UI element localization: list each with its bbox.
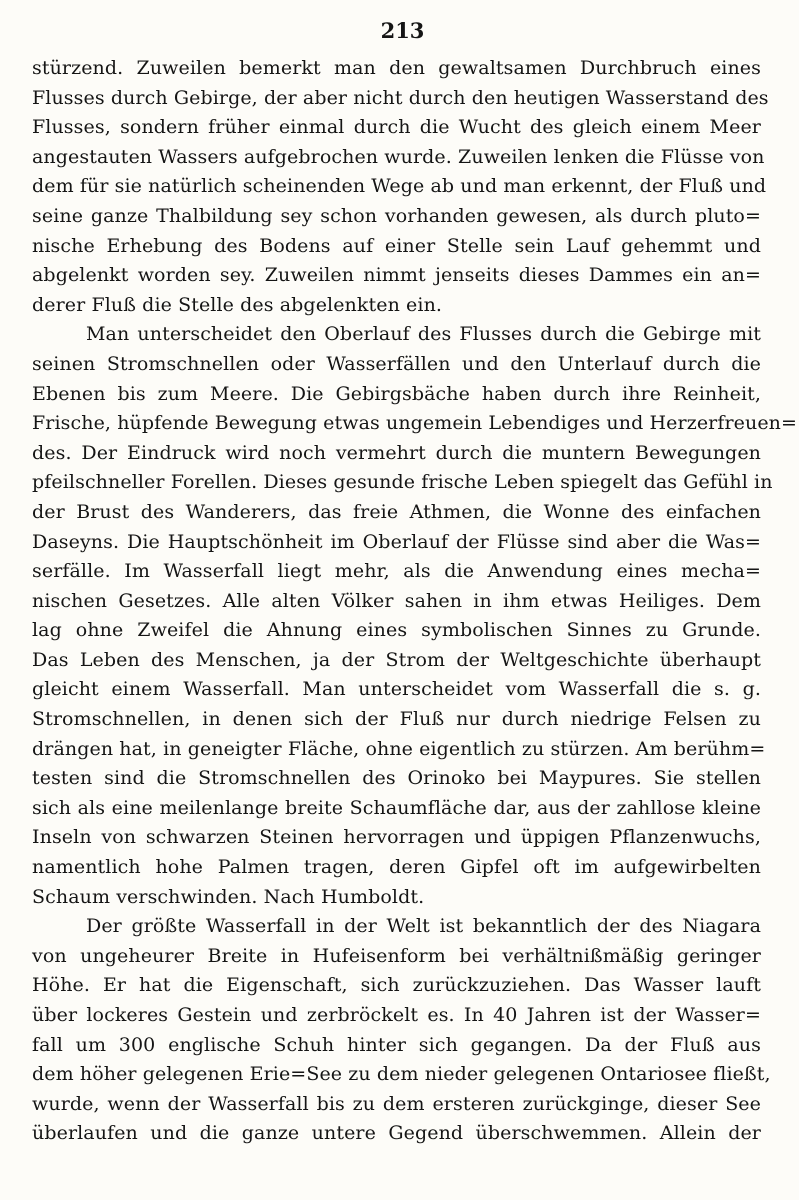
text-line: gleicht einem Wasserfall. Man unterscheidet vom Wasserfall die s. g. — [32, 678, 761, 701]
text-line: Man unterscheidet den Oberlauf des Flusses durch die Gebirge mit — [86, 323, 761, 346]
text-line: Ebenen bis zum Meere. Die Gebirgsbäche haben durch ihre Reinheit, — [32, 382, 761, 405]
paragraph-3 — [32, 912, 771, 1149]
text-line: über lockeres Gestein und zerbröckelt es. In 40 Jahren ist der Wasser= — [32, 1004, 761, 1026]
text-line: Flusses, sondern früher einmal durch die Wucht des gleich einem Meer — [32, 116, 761, 139]
text-line: Schaum verschwinden. Nach Humboldt. — [32, 885, 425, 908]
text-line: Daseyns. Die Hauptschönheit im Oberlauf der Flüsse sind aber die Was= — [32, 530, 761, 553]
text-line: testen sind die Stromschnellen des Orinoko bei Maypures. Sie stellen — [32, 767, 761, 790]
text-line: lag ohne Zweifel die Ahnung eines symbolischen Sinnes zu Grunde. — [32, 619, 761, 642]
text-line: Höhe. Er hat die Eigenschaft, sich zurückzuziehen. Das Wasser lauft — [32, 974, 761, 997]
text-line: fall um 300 englische Schuh hinter sich gegangen. Da der Fluß aus — [32, 1033, 761, 1056]
text-line: stürzend. Zuweilen bemerkt man den gewaltsamen Durchbruch eines — [32, 57, 761, 79]
text-line: Das Leben des Menschen, ja der Strom der Weltgeschichte überhaupt — [32, 648, 761, 671]
text-line: dem für sie natürlich scheinenden Wege ab und man erkennt, der Fluß und — [32, 175, 767, 198]
text-line: serfälle. Im Wasserfall liegt mehr, als die Anwendung eines mecha= — [32, 560, 761, 583]
text-line: Stromschnellen, in denen sich der Fluß nur durch niedrige Felsen zu — [32, 708, 761, 731]
text-line: seinen Stromschnellen oder Wasserfällen und den Unterlauf durch die — [32, 352, 761, 375]
text-line: drängen hat, in geneigter Fläche, ohne eigentlich zu stürzen. Am berühm= — [32, 737, 766, 760]
text-line: derer Fluß die Stelle des abgelenkten ein. — [32, 293, 443, 316]
paragraph-2 — [32, 320, 798, 912]
text-line: wurde, wenn der Wasserfall bis zu dem ersteren zurückginge, dieser See — [32, 1092, 761, 1115]
text-line: Der größte Wasserfall in der Welt ist bekanntlich der des Niagara — [86, 915, 761, 938]
text-line: der Brust des Wanderers, das freie Athmen, die Wonne des einfachen — [32, 500, 761, 523]
text-line: dem höher gelegenen Erie=See zu dem nieder gelegenen Ontariosee fließt, — [32, 1063, 771, 1086]
text-line: angestauten Wassers aufgebrochen wurde. Zuweilen lenken die Flüsse von — [32, 145, 765, 168]
text-line: des. Der Eindruck wird noch vermehrt durch die muntern Bewegungen — [32, 441, 761, 464]
text-line: Flusses durch Gebirge, der aber nicht durch den heutigen Wasserstand des — [32, 86, 769, 109]
text-line: abgelenkt worden sey. Zuweilen nimmt jenseits dieses Dammes ein an= — [32, 264, 761, 287]
text-line: Frische, hüpfende Bewegung etwas ungemein Lebendiges und Herzerfreuen= — [32, 412, 798, 435]
text-line: seine ganze Thalbildung sey schon vorhanden gewesen, als durch pluto= — [32, 204, 761, 227]
paragraph-1 — [32, 54, 769, 320]
text-line: pfeilschneller Forellen. Dieses gesunde frische Leben spiegelt das Gefühl in — [32, 471, 773, 494]
text-line: Inseln von schwarzen Steinen hervorragen und üppigen Pflanzenwuchs, — [32, 826, 761, 849]
text-line: nische Erhebung des Bodens auf einer Stelle sein Lauf gehemmt und — [32, 234, 761, 257]
text-line: überlaufen und die ganze untere Gegend überschwemmen. Allein der — [32, 1122, 761, 1145]
text-line: sich als eine meilenlange breite Schaumfläche dar, aus der zahllose kleine — [32, 796, 761, 819]
text-line: von ungeheurer Breite in Hufeisenform bei verhältnißmäßig geringer — [32, 944, 761, 967]
page-number: 213 — [380, 18, 425, 43]
text-line: nischen Gesetzes. Alle alten Völker sahen in ihm etwas Heiliges. Dem — [32, 589, 761, 612]
text-line: namentlich hohe Palmen tragen, deren Gipfel oft im aufgewirbelten — [32, 856, 761, 879]
